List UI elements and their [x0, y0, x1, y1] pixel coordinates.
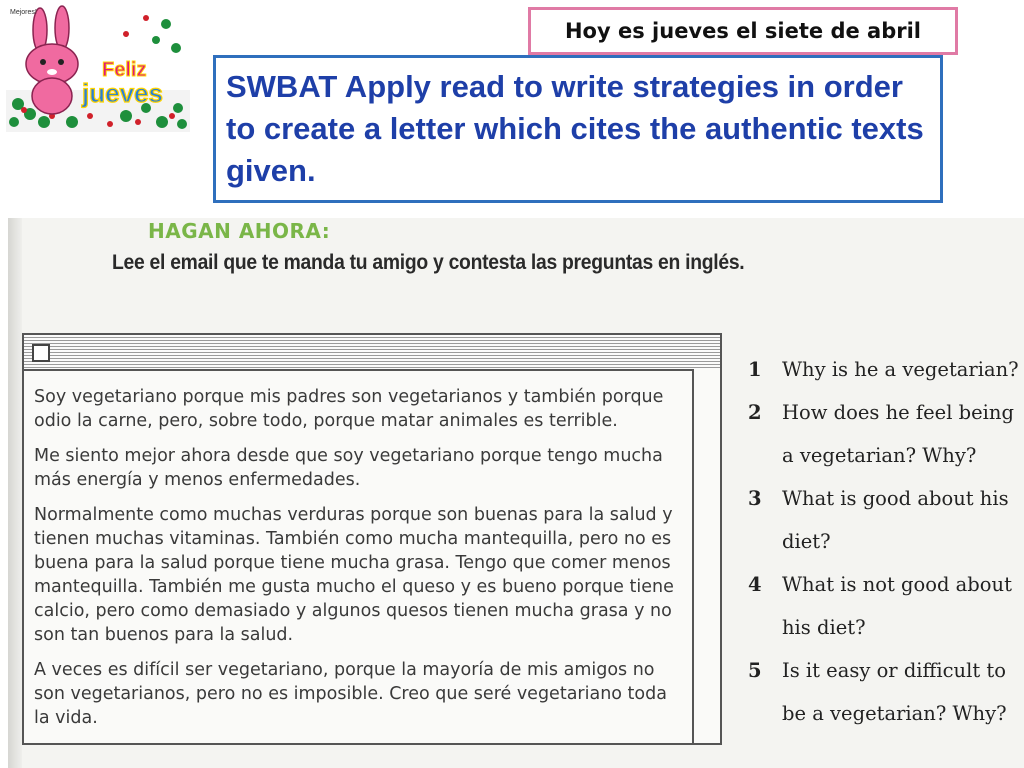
email-paragraph: Soy vegetariano porque mis padres son vegetarianos y también porque odio la carne, pero, sobre todo, porque matar animales es terrible. [34, 387, 664, 431]
question-number: 3 [748, 487, 762, 510]
scan-page-edge [8, 218, 22, 768]
email-paragraph: Normalmente como muchas verduras porque son buenas para la salud y tienen muchas vitaminas. También como mucha mantequilla, pero no es buena para la salud porque tiene mucha grasa. Tengo que comer menos mantequilla. También me gusta mucho el queso y es bueno porque tiene calcio, pero como demasiado y algunos quesos tienen mucha grasa y no son tan buenos para la salud. [34, 505, 674, 645]
question-number: 1 [748, 358, 762, 381]
question-text: Is it easy or difficult to be a vegetarian? Why? [782, 659, 1007, 725]
logo-small-text: Mejores! [10, 9, 37, 16]
question-item [748, 477, 1020, 563]
question-text: Why is he a vegetarian? [782, 358, 1019, 381]
close-box-icon [32, 344, 50, 362]
question-number: 2 [748, 401, 762, 424]
logo-word-jueves: jueves [82, 78, 163, 108]
question-item [748, 649, 1020, 735]
question-number: 5 [748, 659, 762, 682]
email-paragraph: A veces es difícil ser vegetariano, porque la mayoría de mis amigos no son vegetarianos, pero no es imposible. Creo que seré vegetariano toda la vida. [34, 660, 667, 728]
email-window [22, 333, 722, 745]
question-item [748, 391, 1020, 477]
question-number: 4 [748, 573, 762, 596]
objective-text: SWBAT Apply read to write strategies in order to create a letter which cites the authentic texts given. [226, 69, 924, 188]
email-scrollbar [692, 369, 720, 743]
bunny-clover-logo-image [6, 4, 190, 132]
questions-list [748, 348, 1020, 735]
logo-word-feliz: Feliz [102, 59, 147, 81]
do-now-instruction: Lee el email que te manda tu amigo y contesta las preguntas en inglés. [112, 251, 745, 274]
email-body [34, 385, 684, 741]
email-paragraph: Me siento mejor ahora desde que soy vegetariano porque tengo mucha más energía y menos enfermedades. [34, 446, 663, 490]
do-now-label: HAGAN AHORA: [148, 219, 331, 243]
feliz-jueves-logo [6, 4, 190, 132]
question-text: How does he feel being a vegetarian? Why? [782, 401, 1014, 467]
objective-box [213, 55, 943, 203]
question-text: What is good about his diet? [782, 487, 1009, 553]
question-text: What is not good about his diet? [782, 573, 1012, 639]
date-banner [528, 7, 958, 55]
question-item [748, 348, 1020, 391]
email-titlebar [24, 335, 720, 371]
date-text: Hoy es jueves el siete de abril [564, 19, 921, 43]
question-item [748, 563, 1020, 649]
